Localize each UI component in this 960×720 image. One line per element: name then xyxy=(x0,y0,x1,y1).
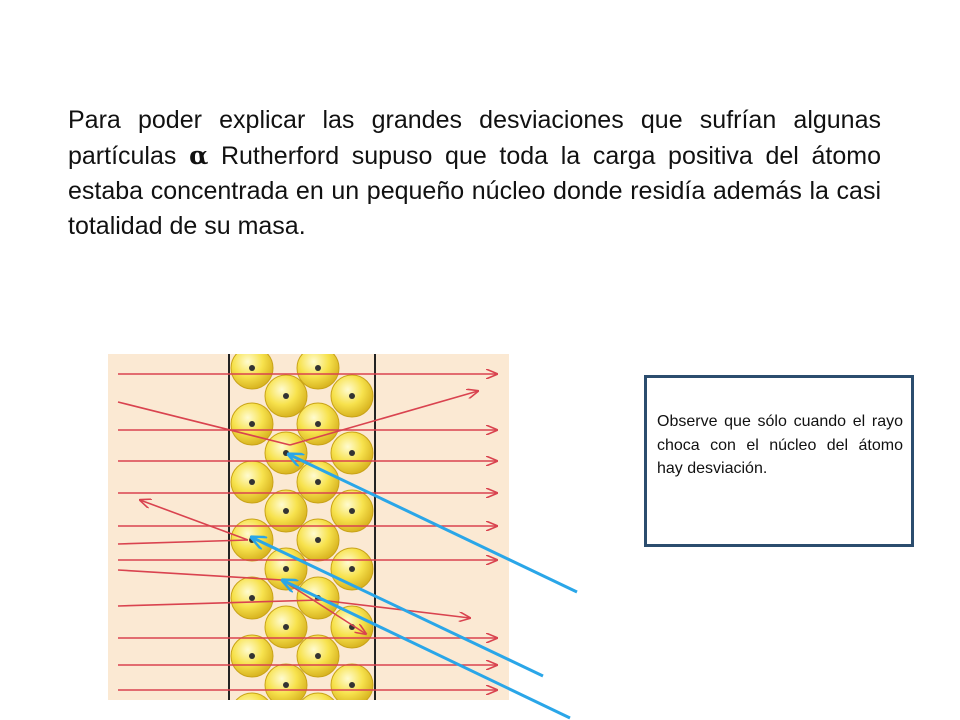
atom-nucleus xyxy=(315,421,321,427)
paragraph-text-start: Para poder explicar las grandes desviaciones que sufrían algunas partículas xyxy=(68,106,881,170)
atom-nucleus xyxy=(249,711,255,717)
atom-nucleus xyxy=(349,450,355,456)
observation-note-text: Observe que sólo cuando el rayo choca con el núcleo del átomo hay desviación. xyxy=(657,413,903,477)
atom-nucleus xyxy=(315,711,321,717)
atom-nucleus xyxy=(283,508,289,514)
atom-nucleus xyxy=(249,595,255,601)
atom-nucleus xyxy=(315,365,321,371)
paragraph-text-end: Rutherford supuso que toda la carga positiva del átomo estaba concentrada en un pequeño núcleo donde residía además la casi totalidad de su masa. xyxy=(68,142,881,240)
atom-nucleus xyxy=(249,421,255,427)
atom-nucleus xyxy=(349,508,355,514)
alpha-symbol: α xyxy=(189,141,209,170)
atom-nucleus xyxy=(349,682,355,688)
observation-note xyxy=(644,375,914,547)
atom-nucleus xyxy=(349,566,355,572)
atom-nucleus xyxy=(249,653,255,659)
atom-nucleus xyxy=(349,393,355,399)
atom-nucleus xyxy=(315,479,321,485)
atom-nucleus xyxy=(283,566,289,572)
atom-nucleus xyxy=(249,479,255,485)
atom-nucleus xyxy=(283,624,289,630)
atom-nucleus xyxy=(315,653,321,659)
atom-nucleus xyxy=(283,393,289,399)
atom-nucleus xyxy=(283,682,289,688)
atom-nucleus xyxy=(315,537,321,543)
atom-nucleus xyxy=(249,365,255,371)
